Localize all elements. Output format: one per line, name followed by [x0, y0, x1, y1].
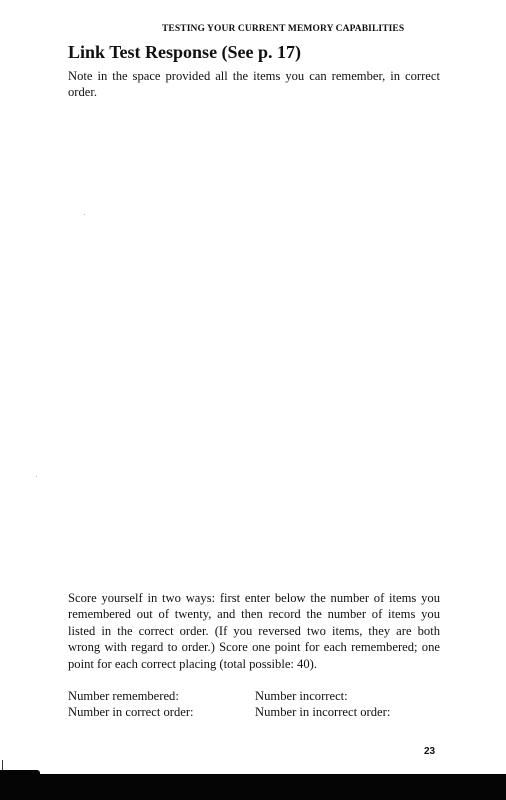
running-head: TESTING YOUR CURRENT MEMORY CAPABILITIES: [162, 24, 405, 34]
score-row-1: [68, 688, 440, 704]
score-fields: [68, 688, 440, 720]
intro-paragraph: Note in the space provided all the items you can remember, in correct order.: [68, 69, 440, 99]
number-incorrect-label: Number incorrect:: [255, 689, 348, 703]
scoring-instructions: Score yourself in two ways: first enter below the number of items you remembered out of twenty, and then record the number of items you listed in the correct order. (If you reversed two items, they are both wrong with regard to order.) Score one point for each remembered; one point for each correct placing (total possible: 40).: [68, 591, 440, 671]
score-row-2: [68, 704, 440, 720]
scan-speck: [36, 476, 37, 477]
section-title: Link Test Response (See p. 17): [68, 42, 302, 62]
scan-bottom-bar: [0, 774, 506, 800]
page-number: 23: [424, 746, 436, 757]
number-remembered-label: Number remembered:: [68, 689, 179, 703]
response-writing-area[interactable]: [68, 112, 440, 582]
number-incorrect-order-label: Number in incorrect order:: [255, 705, 391, 719]
number-correct-order-label: Number in correct order:: [68, 705, 194, 719]
scan-speck: [84, 214, 85, 215]
